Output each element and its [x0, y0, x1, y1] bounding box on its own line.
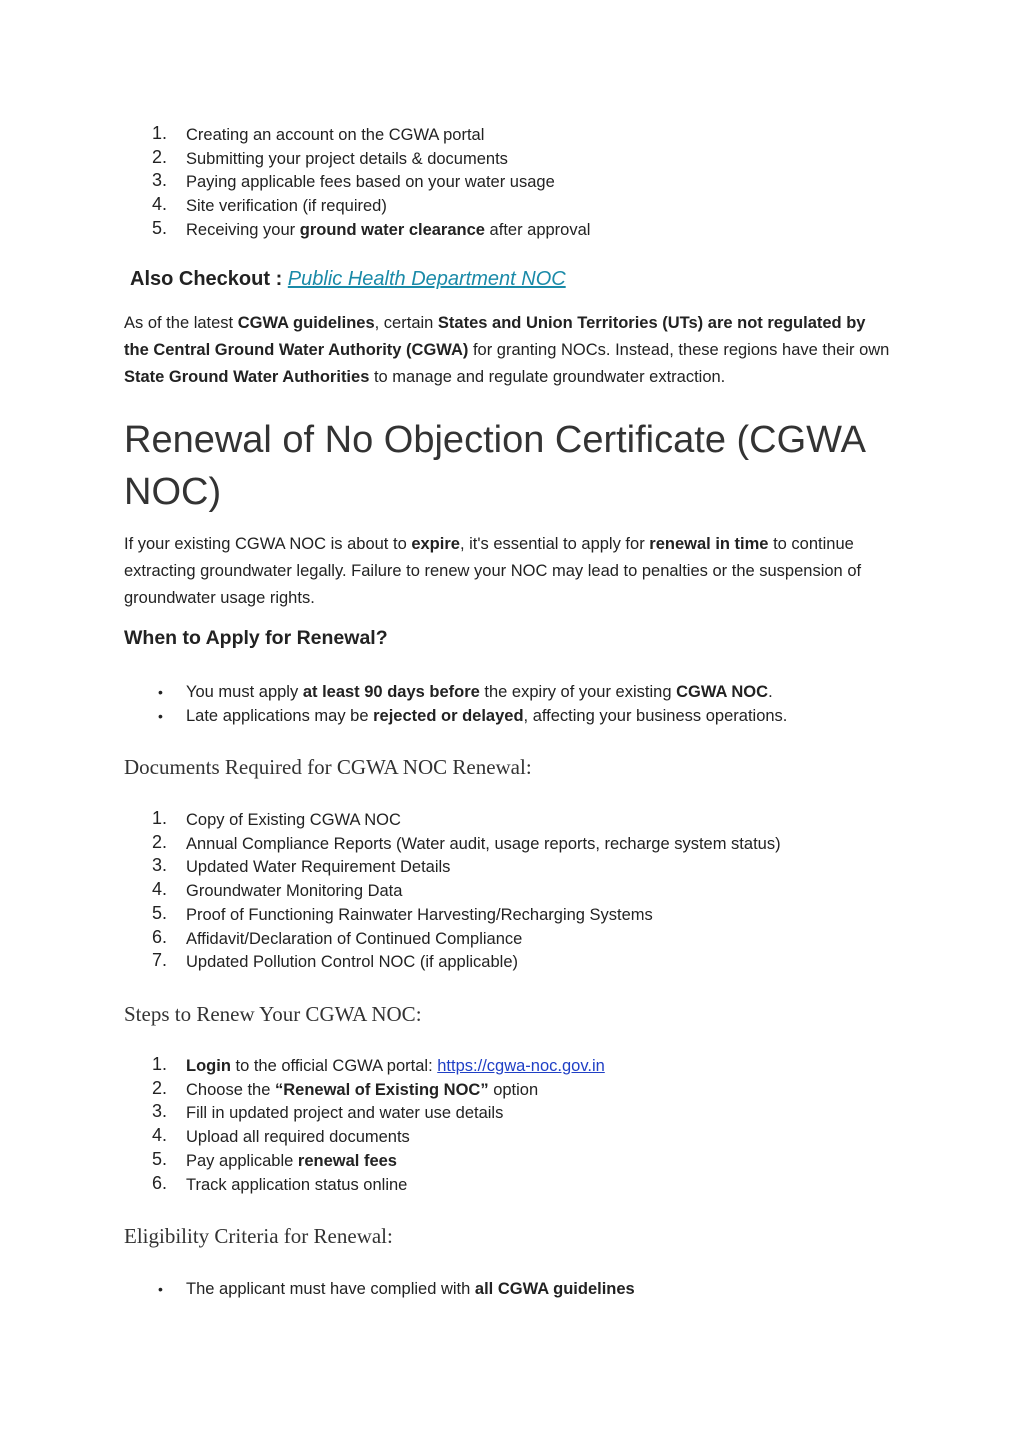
public-health-noc-link[interactable]: Public Health Department NOC	[287, 268, 566, 290]
list-item: 3. Updated Water Requirement Details	[152, 855, 451, 877]
when-to-apply-list	[124, 681, 787, 728]
list-item: 5. Receiving your ground water clearance after approval	[152, 217, 591, 239]
list-item: 4. Upload all required documents	[152, 1125, 410, 1147]
list-item: 2. Submitting your project details & documents	[152, 146, 508, 168]
bullet-icon: •	[158, 1281, 163, 1297]
also-checkout	[130, 268, 566, 291]
list-item: 7. Updated Pollution Control NOC (if applicable)	[152, 950, 518, 972]
list-item: • The applicant must have complied with all CGWA guidelines	[124, 1278, 635, 1302]
renewal-steps-list	[124, 1055, 605, 1197]
list-item: 6. Affidavit/Declaration of Continued Compliance	[152, 926, 523, 948]
steps-heading: Steps to Renew Your CGWA NOC:	[124, 1002, 422, 1026]
cgwa-portal-link[interactable]: https://cgwa-noc.gov.in	[437, 1057, 605, 1075]
list-item: 4. Site verification (if required)	[152, 194, 387, 216]
list-item: 1. Creating an account on the CGWA portal	[152, 123, 485, 144]
when-to-apply-heading: When to Apply for Renewal?	[124, 627, 388, 649]
list-item: 4. Groundwater Monitoring Data	[152, 879, 403, 901]
list-item: 6. Track application status online	[152, 1172, 408, 1194]
list-item: 2. Choose the “Renewal of Existing NOC” option	[152, 1077, 539, 1099]
eligibility-list	[124, 1278, 635, 1302]
list-item: 3. Paying applicable fees based on your water usage	[152, 170, 555, 192]
list-item: • You must apply at least 90 days before the expiry of your existing CGWA NOC.	[124, 681, 787, 705]
also-checkout-label: Also Checkout :	[130, 268, 288, 290]
bullet-icon: •	[158, 684, 163, 700]
bullet-icon: •	[158, 707, 163, 724]
list-item: 1. Copy of Existing CGWA NOC	[152, 808, 401, 829]
list-item: • Late applications may be rejected or delayed, affecting your business operations.	[124, 705, 787, 729]
guidelines-paragraph: As of the latest CGWA guidelines, certain States and Union Territories (UTs) are not regulated by the Central Ground Water Authority (CGWA) for granting NOCs. Instead, these regions have their own State Ground Water Authorities to manage and regulate groundwater extraction.	[124, 314, 890, 386]
documents-heading: Documents Required for CGWA NOC Renewal:	[124, 755, 532, 779]
renewal-paragraph: If your existing CGWA NOC is about to expire, it's essential to apply for renewal in time to continue extracting groundwater legally. Failure to renew your NOC may lead to penalties or the suspension of groundwater usage rights.	[124, 535, 862, 607]
list-item: 1. Login to the official CGWA portal: https://cgwa-noc.gov.in	[152, 1054, 605, 1075]
documents-list	[124, 809, 781, 975]
list-item: 2. Annual Compliance Reports (Water audit, usage reports, recharge system status)	[152, 831, 781, 853]
intro-steps-list	[124, 124, 590, 243]
eligibility-heading: Eligibility Criteria for Renewal:	[124, 1224, 393, 1248]
list-item: 3. Fill in updated project and water use details	[152, 1101, 504, 1123]
list-item: 5. Proof of Functioning Rainwater Harvesting/Recharging Systems	[152, 902, 653, 924]
renewal-heading: Renewal of No Objection Certificate (CGWA NOC)	[124, 419, 864, 513]
list-item: 5. Pay applicable renewal fees	[152, 1148, 397, 1170]
